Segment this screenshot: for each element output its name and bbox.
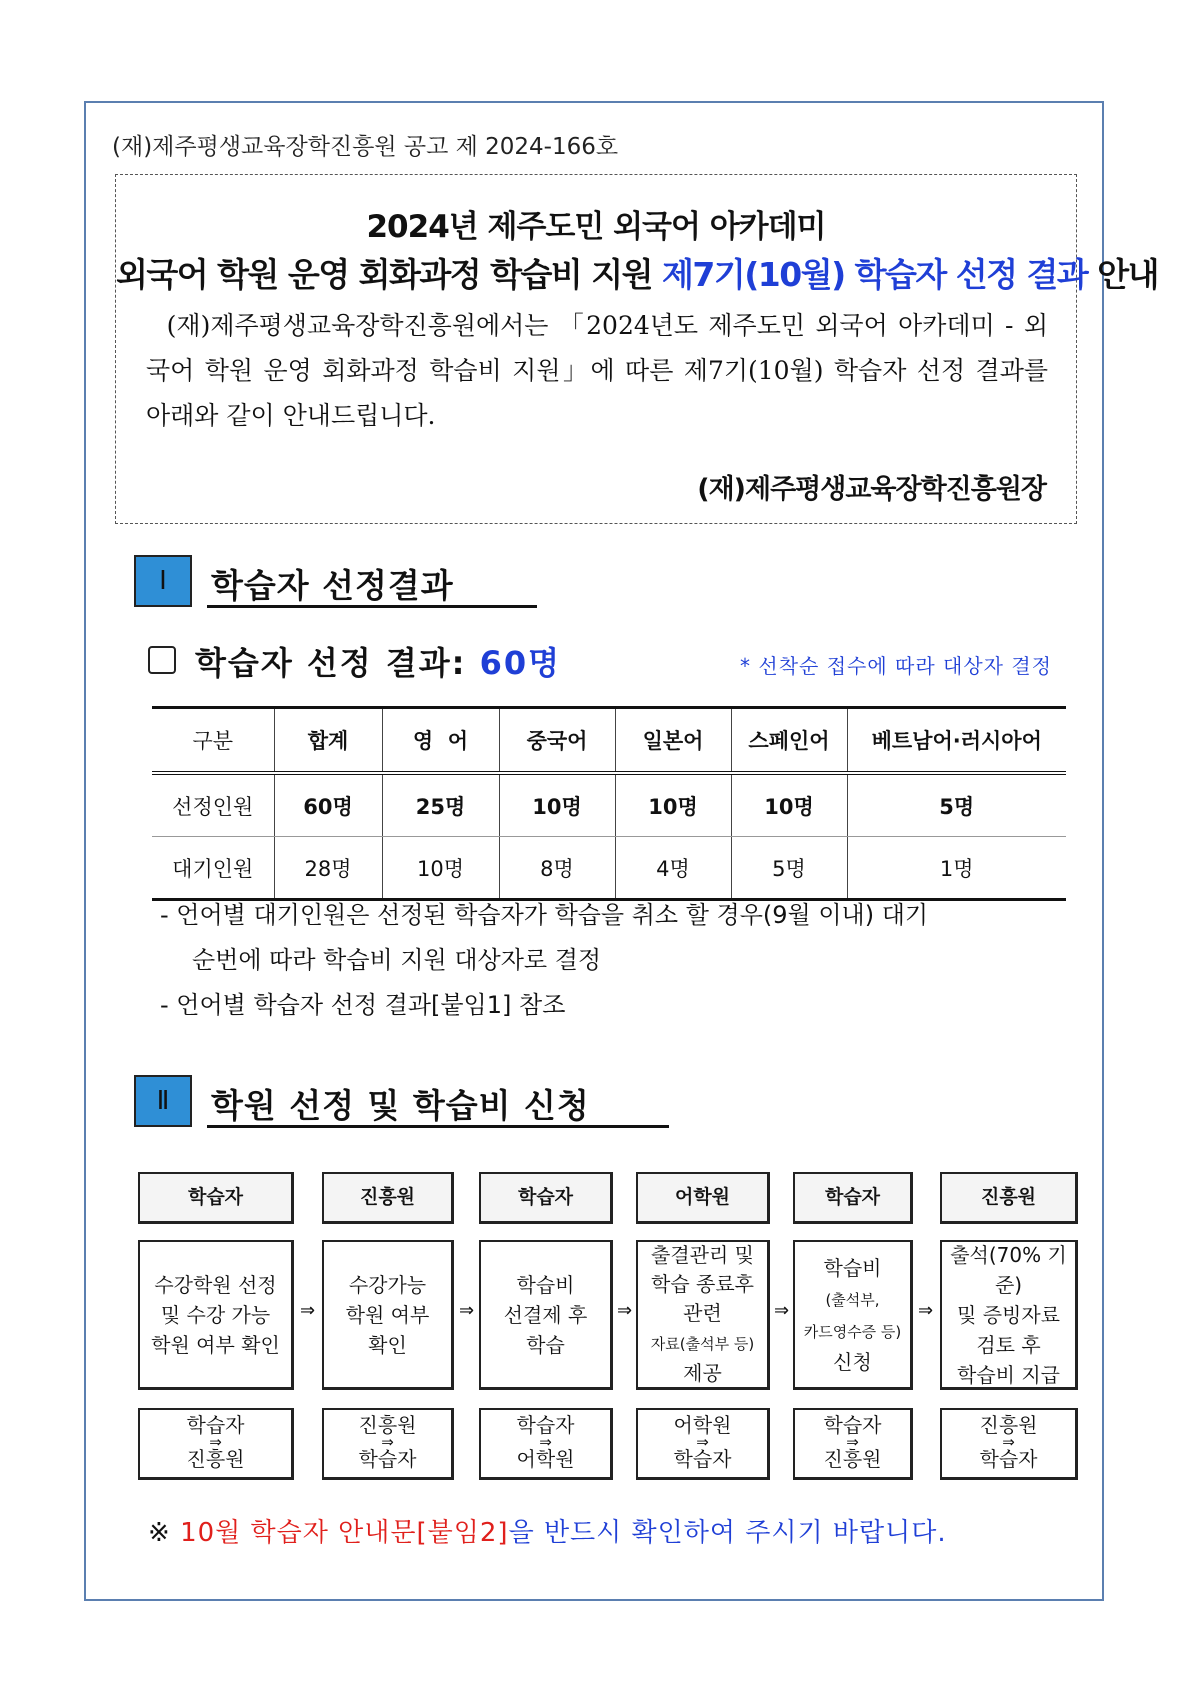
announcement-body bbox=[146, 303, 1048, 438]
announcement-box bbox=[115, 174, 1159, 524]
flow-from: 학습자 bbox=[516, 1413, 575, 1437]
table-cell: 선정인원 bbox=[152, 773, 274, 837]
selection-table bbox=[152, 706, 1066, 901]
direction-arrow-icon: ⇒ bbox=[846, 1433, 859, 1451]
flow-step-body bbox=[636, 1240, 770, 1390]
table-cell: 28명 bbox=[274, 837, 382, 900]
flow-line: 출석(70% 기준) bbox=[950, 1242, 1067, 1297]
flow-line: (출석부, bbox=[825, 1290, 880, 1309]
table-cell: 10명 bbox=[731, 773, 847, 837]
table-cell: 대기인원 bbox=[152, 837, 274, 900]
reference-mark-icon: ※ bbox=[148, 1518, 181, 1548]
title-line2-a: 외국어 학원 운영 회화과정 학습비 지원 bbox=[116, 255, 662, 294]
selection-result-title bbox=[195, 638, 561, 684]
flow-to: 학습자 bbox=[979, 1447, 1038, 1471]
section1-badge: Ⅰ bbox=[134, 555, 192, 607]
flow-line: 및 수강 가능 bbox=[160, 1302, 271, 1327]
direction-arrow-icon: ⇒ bbox=[209, 1433, 222, 1451]
section2-badge: Ⅱ bbox=[134, 1075, 192, 1127]
direction-arrow-icon: ⇒ bbox=[539, 1433, 552, 1451]
flow-line: 확인 bbox=[368, 1332, 407, 1357]
direction-arrow-icon: ⇒ bbox=[1002, 1433, 1015, 1451]
title-line2 bbox=[116, 249, 1159, 296]
flow-to: 어학원 bbox=[516, 1447, 575, 1471]
flow-line: 학습 bbox=[526, 1332, 565, 1357]
flow-to: 학습자 bbox=[358, 1447, 417, 1471]
selection-result-label: 학습자 선정 결과: bbox=[195, 644, 480, 682]
flow-from: 학습자 bbox=[186, 1413, 245, 1437]
title-line2-b: 제7기(10월) 학습자 선정 결과 bbox=[661, 255, 1088, 294]
flow-line: 학원 여부 bbox=[345, 1302, 430, 1327]
flow-arrow-icon: ⇒ bbox=[918, 1300, 934, 1321]
final-note-blue: 을 반드시 확인하여 주시기 바랍니다. bbox=[508, 1518, 947, 1548]
flow-arrow-icon: ⇒ bbox=[300, 1300, 316, 1321]
flow-from: 진흥원 bbox=[979, 1413, 1038, 1437]
flow-step-head: 진흥원 bbox=[322, 1172, 454, 1224]
note-line: - 언어별 대기인원은 선정된 학습자가 학습을 취소 할 경우(9월 이내) 대기 bbox=[160, 901, 929, 929]
selection-notes bbox=[160, 893, 1080, 1028]
direction-arrow-icon: ⇒ bbox=[696, 1433, 709, 1451]
flow-to: 진흥원 bbox=[186, 1447, 245, 1471]
table-header-cell: 중국어 bbox=[499, 708, 615, 774]
flow-line: 및 증빙자료 bbox=[957, 1302, 1060, 1327]
table-header-row bbox=[152, 708, 1066, 774]
flow-from: 학습자 bbox=[823, 1413, 882, 1437]
table-cell: 5명 bbox=[731, 837, 847, 900]
flow-line: 수강학원 선정 bbox=[154, 1272, 277, 1297]
flow-step-body bbox=[479, 1240, 613, 1390]
table-cell: 25명 bbox=[382, 773, 499, 837]
flow-step-direction bbox=[479, 1408, 613, 1480]
flow-to: 학습자 bbox=[673, 1447, 732, 1471]
flow-step-head: 학습자 bbox=[479, 1172, 613, 1224]
table-cell: 10명 bbox=[499, 773, 615, 837]
table-cell: 5명 bbox=[847, 773, 1066, 837]
flow-step-body bbox=[322, 1240, 454, 1390]
table-row bbox=[152, 837, 1066, 900]
announcement-body-text: (재)제주평생교육장학진흥원에서는 「2024년도 제주도민 외국어 아카데미 - 외국어 학원 운영 회화과정 학습비 지원」에 따른 제7기(10월) 학습자 선정 결과를 아래와 같이 안내드립니다. bbox=[146, 311, 1048, 430]
flow-step-body bbox=[940, 1240, 1078, 1390]
flow-step-body bbox=[138, 1240, 294, 1390]
section2-title: 학원 선정 및 학습비 신청 bbox=[211, 1086, 590, 1125]
flow-step-direction bbox=[793, 1408, 913, 1480]
flow-arrow-icon: ⇒ bbox=[459, 1300, 475, 1321]
final-note-red: 10월 학습자 안내문[붙임2] bbox=[180, 1518, 509, 1548]
flow-line: 카드영수증 등) bbox=[803, 1322, 902, 1341]
table-cell: 10명 bbox=[615, 773, 731, 837]
selection-result-note: * 선착순 접수에 따라 대상자 결정 bbox=[740, 654, 1052, 678]
flow-line: 출결관리 및 bbox=[651, 1243, 754, 1267]
selection-result-count: 60명 bbox=[479, 644, 562, 682]
flow-step-direction bbox=[322, 1408, 454, 1480]
flow-line: 자료(출석부 등) bbox=[650, 1335, 755, 1353]
flow-line: 검토 후 bbox=[976, 1332, 1041, 1357]
table-header-cell: 구분 bbox=[152, 708, 274, 774]
flow-arrow-icon: ⇒ bbox=[617, 1300, 633, 1321]
table-header-cell: 영 어 bbox=[382, 708, 499, 774]
note-line: 순번에 따라 학습비 지원 대상자로 결정 bbox=[192, 946, 602, 974]
table-header-cell: 베트남어·러시아어 bbox=[847, 708, 1066, 774]
table-cell: 4명 bbox=[615, 837, 731, 900]
flow-step-head: 어학원 bbox=[636, 1172, 770, 1224]
flow-line: 학원 여부 확인 bbox=[151, 1332, 280, 1357]
table-header-cell: 일본어 bbox=[615, 708, 731, 774]
flow-step-direction bbox=[138, 1408, 294, 1480]
flow-step-head: 학습자 bbox=[793, 1172, 913, 1224]
checkbox-icon bbox=[148, 646, 176, 674]
table-row bbox=[152, 773, 1066, 837]
flow-line: 관련 bbox=[683, 1301, 722, 1325]
flow-step-head: 진흥원 bbox=[940, 1172, 1078, 1224]
title-line1: 2024년 제주도민 외국어 아카데미 bbox=[366, 209, 826, 245]
flow-from: 어학원 bbox=[673, 1413, 732, 1437]
section1-underline bbox=[207, 605, 537, 608]
flow-from: 진흥원 bbox=[358, 1413, 417, 1437]
flow-line: 선결제 후 bbox=[503, 1302, 588, 1327]
flow-step-body bbox=[793, 1240, 913, 1390]
flow-step-direction bbox=[636, 1408, 770, 1480]
final-note bbox=[148, 1512, 947, 1549]
flow-to: 진흥원 bbox=[823, 1447, 882, 1471]
table-header-cell: 스페인어 bbox=[731, 708, 847, 774]
flow-step-direction bbox=[940, 1408, 1078, 1480]
table-cell: 8명 bbox=[499, 837, 615, 900]
flow-line: 학습비 지급 bbox=[957, 1362, 1060, 1387]
direction-arrow-icon: ⇒ bbox=[381, 1433, 394, 1451]
flow-arrow-icon: ⇒ bbox=[774, 1300, 790, 1321]
flow-line: 수강가능 bbox=[348, 1272, 427, 1297]
table-cell: 60명 bbox=[274, 773, 382, 837]
table-cell: 10명 bbox=[382, 837, 499, 900]
signer: (재)제주평생교육장학진흥원장 bbox=[697, 474, 1046, 505]
notice-number: (재)제주평생교육장학진흥원 공고 제 2024-166호 bbox=[112, 134, 619, 160]
flow-line: 신청 bbox=[833, 1349, 872, 1374]
flow-line: 학습비 bbox=[823, 1255, 882, 1280]
table-header-cell: 합계 bbox=[274, 708, 382, 774]
table-cell: 1명 bbox=[847, 837, 1066, 900]
title-line2-c: 안내 bbox=[1087, 255, 1159, 294]
section2-underline bbox=[207, 1125, 669, 1128]
note-line: - 언어별 학습자 선정 결과[붙임1] 참조 bbox=[160, 991, 566, 1019]
flow-step-head: 학습자 bbox=[138, 1172, 294, 1224]
flow-line: 학습 종료후 bbox=[651, 1272, 754, 1296]
section1-title: 학습자 선정결과 bbox=[211, 566, 454, 605]
flow-line: 제공 bbox=[683, 1361, 722, 1385]
flow-line: 학습비 bbox=[516, 1272, 575, 1297]
